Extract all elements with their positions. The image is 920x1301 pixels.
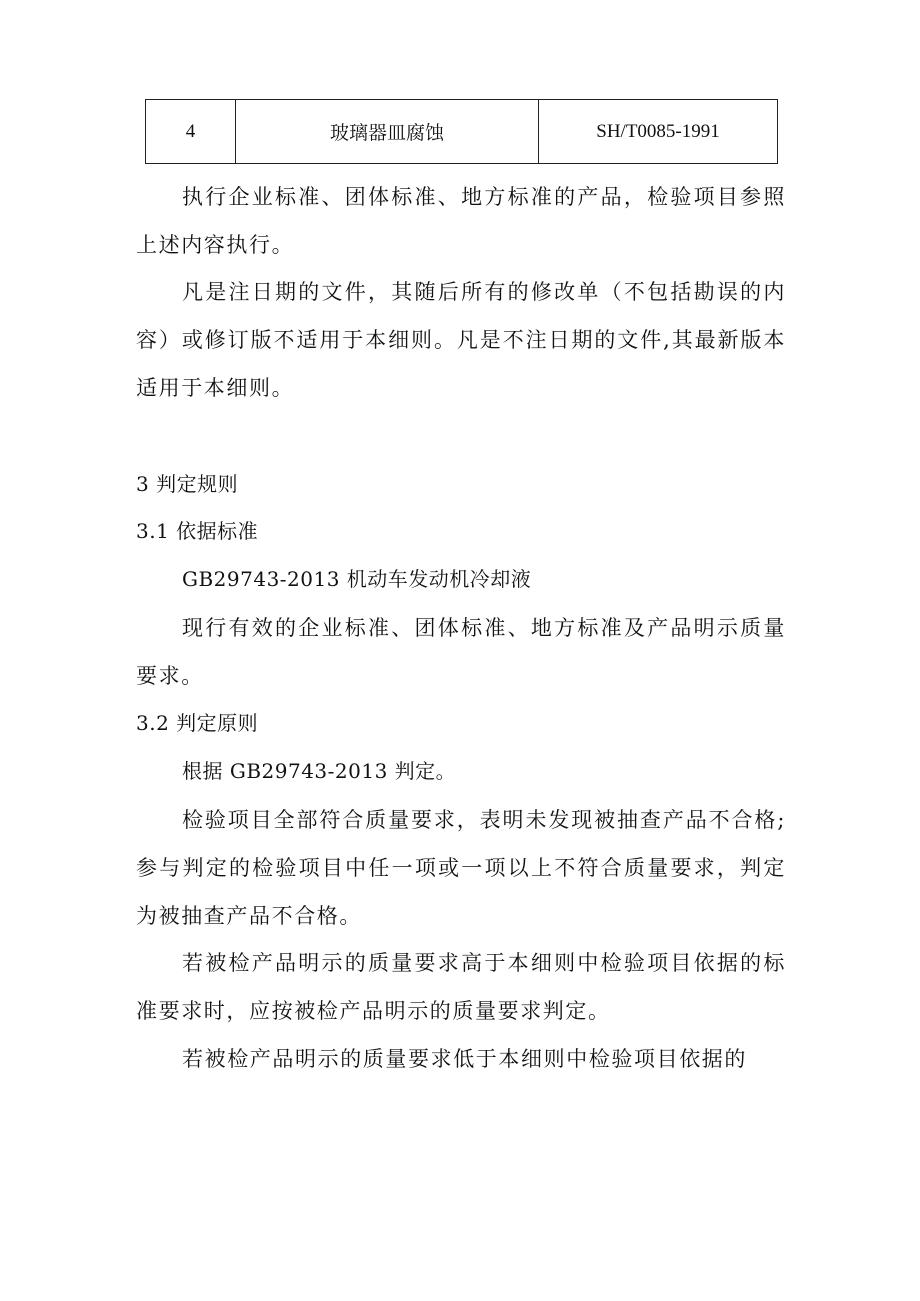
paragraph-qualification-rule: 检验项目全部符合质量要求，表明未发现被抽查产品不合格;参与判定的检验项目中任一项或一项以上不符合质量要求，判定为被抽查产品不合格。	[136, 808, 786, 928]
paragraph-other-standards: 执行企业标准、团体标准、地方标准的产品，检验项目参照上述内容执行。	[136, 185, 786, 257]
paragraph-higher-requirements: 若被检产品明示的质量要求高于本细则中检验项目依据的标准要求时，应按被检产品明示的质量要求判定。	[136, 951, 786, 1023]
paragraph-dated-documents: 凡是注日期的文件，其随后所有的修改单（不包括勘误的内容）或修订版不适用于本细则。凡是不注日期的文件,其最新版本适用于本细则。	[136, 280, 786, 400]
standard-reference-line: GB29743-2013 机动车发动机冷却液	[182, 567, 532, 591]
paragraph-valid-standards: 现行有效的企业标准、团体标准、地方标准及产品明示质量要求。	[136, 616, 786, 688]
paragraph-judge-according: 根据 GB29743-2013 判定。	[182, 759, 457, 783]
inspection-item-table	[145, 99, 778, 164]
section-heading-judgment-rules: 3 判定规则	[136, 472, 239, 496]
table-row	[146, 100, 778, 164]
subsection-heading-basis-standards: 3.1 依据标准	[136, 519, 259, 543]
table-cell-item: 玻璃器皿腐蚀	[236, 100, 539, 164]
table-cell-standard: SH/T0085-1991	[539, 100, 778, 164]
subsection-heading-judgment-principles: 3.2 判定原则	[136, 711, 259, 735]
paragraph-lower-requirements: 若被检产品明示的质量要求低于本细则中检验项目依据的	[182, 1047, 747, 1071]
table-cell-number: 4	[146, 100, 236, 164]
